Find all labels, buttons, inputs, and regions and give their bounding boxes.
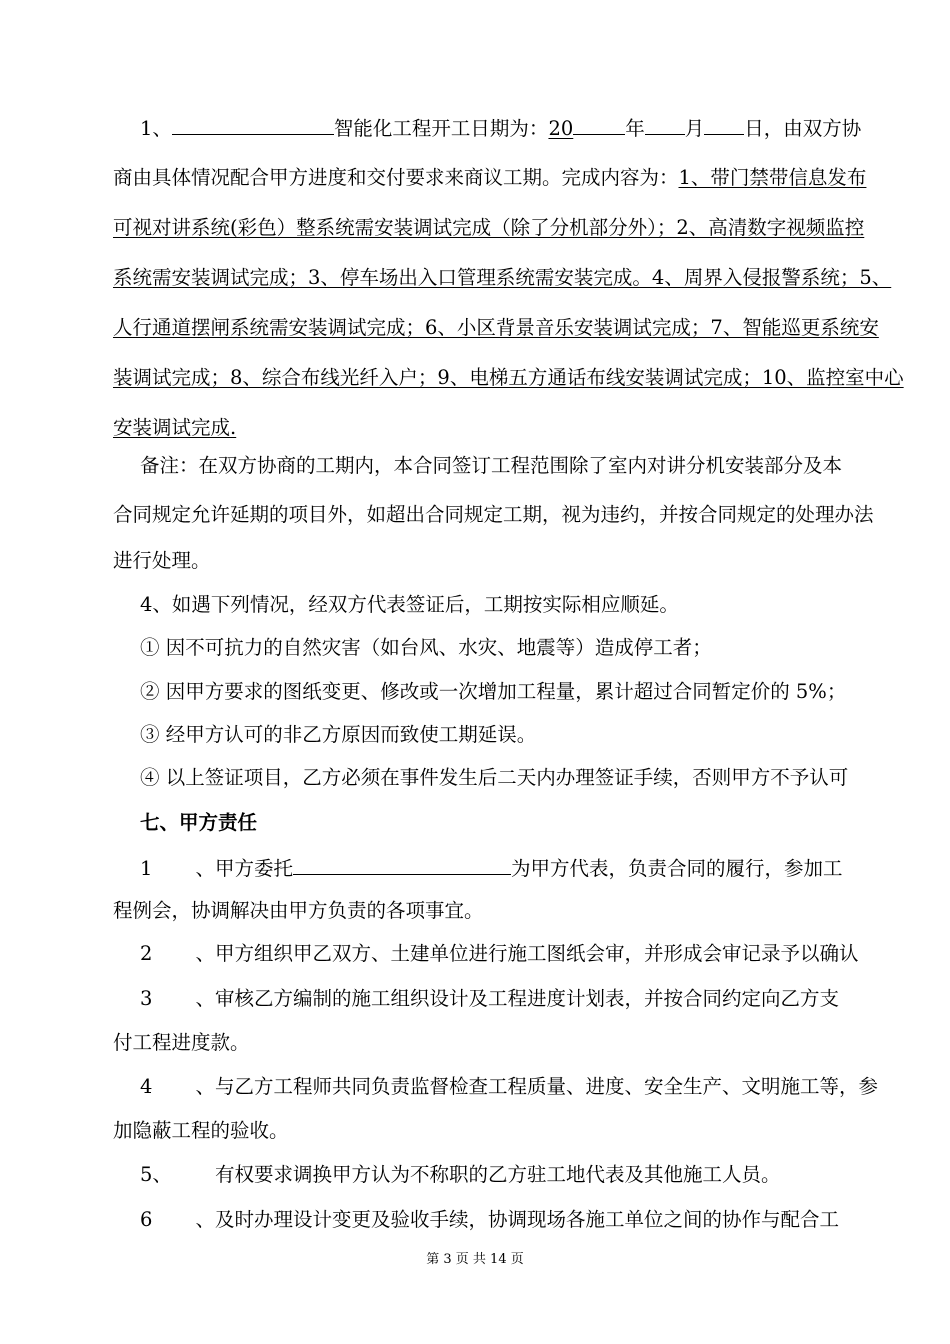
text: ③ 经甲方认可的非乙方原因而致使工期延误。 [140, 723, 537, 746]
text: 为甲方代表，负责合同的履行，参加工 [511, 857, 843, 880]
text: 与乙方工程师共同负责监督检查工程质量、进度、安全生产、文明施工等，参 [215, 1075, 879, 1098]
item-number: 6、 [140, 1208, 215, 1231]
text: 4、如遇下列情况，经双方代表签证后，工期按实际相应顺延。 [140, 593, 679, 616]
fill-in-blank [704, 114, 744, 135]
text: 日，由双方协 [744, 117, 862, 140]
text: 加隐蔽工程的验收。 [113, 1119, 289, 1142]
text-line [140, 1074, 879, 1100]
item-number: 1、 [140, 857, 215, 880]
text: ② 因甲方要求的图纸变更、修改或一次增加工程量，累计超过合同暂定价的 5%； [140, 680, 847, 703]
underlined-text: 装调试完成；8、综合布线光纤入户；9、电梯五方通话布线安装调试完成；10、监控室中心 [113, 366, 904, 389]
text: 合同规定允许延期的项目外，如超出合同规定工期，视为违约，并按合同规定的处理办法 [113, 503, 874, 526]
text-line [140, 722, 837, 748]
text: 程例会，协调解决由甲方负责的各项事宜。 [113, 899, 484, 922]
fill-in-blank [293, 854, 511, 875]
text-line [140, 679, 847, 705]
item-number: 5、 [140, 1163, 172, 1186]
text-line [113, 898, 837, 924]
item-number: 3、 [140, 987, 215, 1010]
section-heading: 七、甲方责任 [140, 811, 258, 834]
text: 备注：在双方协商的工期内，本合同签订工程范围除了室内对讲分机安装部分及本 [140, 454, 843, 477]
text-line [140, 854, 843, 880]
text-line [140, 765, 849, 791]
text-line [140, 941, 859, 967]
page-footer: 第 3 页 共 14 页 [426, 1252, 524, 1267]
underlined-text: 可视对讲系统(彩色）整系统需安装调试完成（除了分机部分外）；2、高清数字视频监控 [113, 216, 865, 239]
text: 甲方组织甲乙双方、土建单位进行施工图纸会审，并形成会审记录予以确认 [215, 942, 859, 965]
text-line [113, 165, 867, 191]
text-line [140, 1207, 840, 1233]
text-line [113, 502, 874, 528]
text: 有权要求调换甲方认为不称职的乙方驻工地代表及其他施工人员。 [215, 1163, 781, 1186]
text-line [113, 215, 865, 241]
text: 及时办理设计变更及验收手续，协调现场各施工单位之间的协作与配合工 [215, 1208, 840, 1231]
underlined-text: 20 [548, 117, 574, 140]
item-number: 4、 [140, 1075, 215, 1098]
text: 商由具体情况配合甲方进度和交付要求来商议工期。完成内容为： [113, 166, 679, 189]
fill-in-blank [172, 114, 334, 135]
underlined-text: 系统需安装调试完成；3、停车场出入口管理系统需安装完成。4、周界入侵报警系统；5、 [113, 266, 892, 289]
underlined-text: 安装调试完成. [113, 416, 237, 439]
text-line [140, 986, 840, 1012]
text: ① 因不可抗力的自然灾害（如台风、水灾、地震等）造成停工者； [140, 636, 712, 659]
text-line [140, 635, 837, 661]
fill-in-blank [573, 114, 625, 135]
text: 甲方委托 [215, 857, 294, 880]
text-line [140, 114, 862, 140]
text: 付工程进度款。 [113, 1031, 250, 1054]
underlined-text: 1、带门禁带信息发布 [678, 166, 867, 189]
fill-in-blank [645, 114, 685, 135]
text-line [113, 315, 879, 341]
text: 1、 [140, 117, 172, 140]
text: 月 [684, 117, 705, 140]
text-line [140, 1162, 837, 1188]
text-line [140, 453, 843, 479]
text: 进行处理。 [113, 549, 211, 572]
text: 年 [625, 117, 645, 140]
text-line [113, 365, 904, 391]
text-line [140, 810, 837, 836]
item-number: 2、 [140, 942, 215, 965]
text: 智能化工程开工日期为： [333, 117, 549, 140]
text-line [113, 415, 837, 441]
text: ④ 以上签证项目，乙方必须在事件发生后二天内办理签证手续，否则甲方不予认可 [140, 766, 849, 789]
text-line [140, 592, 837, 618]
text-line [113, 548, 837, 574]
text: 审核乙方编制的施工组织设计及工程进度计划表，并按合同约定向乙方支 [215, 987, 840, 1010]
text-line [113, 1118, 837, 1144]
text-line [113, 1030, 837, 1056]
underlined-text: 人行通道摆闸系统需安装调试完成；6、小区背景音乐安装调试完成；7、智能巡更系统安 [113, 316, 879, 339]
text-line [113, 265, 892, 291]
